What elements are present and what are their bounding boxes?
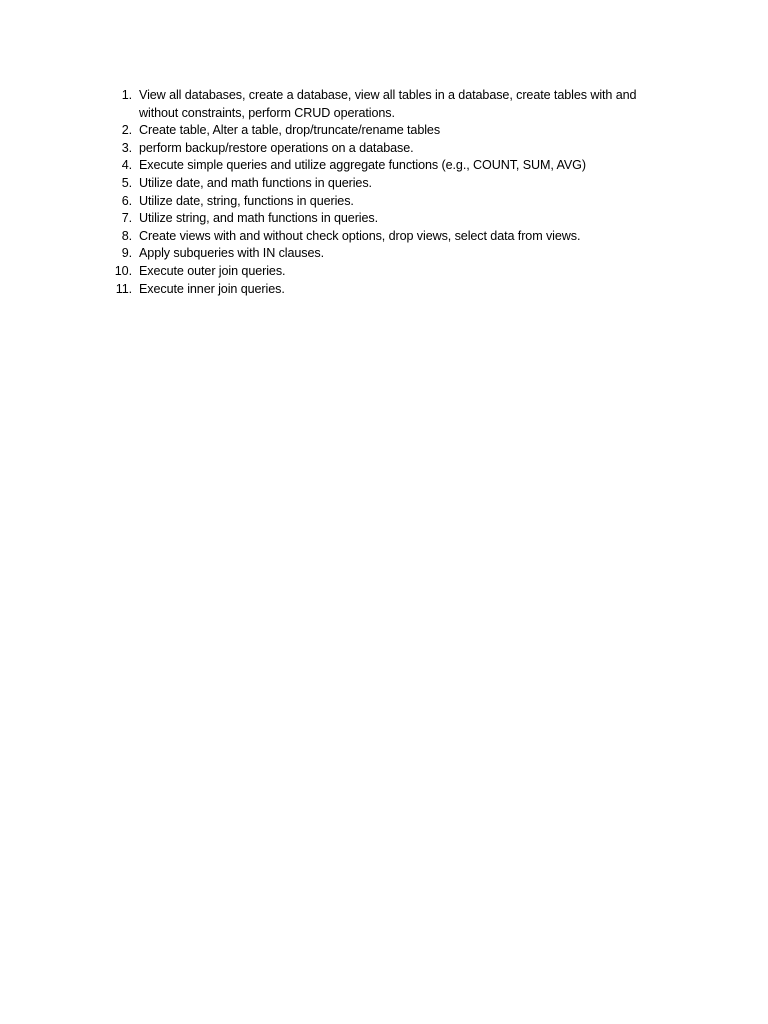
list-item [110, 140, 670, 158]
list-item-number: 4. [121, 158, 132, 173]
list-item-text: Create table, Alter a table, drop/truncate/rename tables [139, 123, 441, 138]
list-item-text: Create views with and without check options, drop views, select data from views. [139, 228, 581, 243]
list-item-text: perform backup/restore operations on a database. [139, 140, 414, 155]
list-item-number: 6. [121, 193, 132, 208]
numbered-list [110, 87, 670, 298]
list-item-number: 11. [115, 281, 132, 296]
list-item-text: View all databases, create a database, view all tables in a database, create tables with and without constraints, perform CRUD operations. [139, 88, 637, 120]
list-item-number: 7. [121, 211, 132, 226]
list-item-number: 3. [121, 140, 132, 155]
list-item-number: 10. [114, 263, 132, 278]
list-item-number: 1. [121, 88, 132, 102]
list-item-text: Utilize date, string, functions in queries. [139, 193, 354, 208]
list-item-number: 9. [121, 246, 132, 261]
list-item-text: Execute simple queries and utilize aggregate functions (e.g., COUNT, SUM, AVG) [139, 158, 586, 173]
list-item-text: Execute inner join queries. [139, 281, 285, 296]
list-item [110, 281, 670, 299]
list-item [110, 193, 670, 211]
list-item [110, 122, 670, 140]
list-item-text: Utilize string, and math functions in queries. [139, 211, 378, 226]
list-item [110, 157, 670, 175]
list-item [110, 263, 670, 281]
list-item-number: 8. [121, 228, 132, 243]
list-item-text: Apply subqueries with IN clauses. [139, 246, 324, 261]
list-item [110, 210, 670, 228]
list-item-text: Utilize date, and math functions in queries. [139, 175, 372, 190]
list-item-text: Execute outer join queries. [139, 263, 286, 278]
list-item [110, 228, 670, 246]
list-item [110, 87, 670, 122]
list-item-number: 5. [121, 175, 132, 190]
list-item [110, 245, 670, 263]
list-item [110, 175, 670, 193]
list-item-number: 2. [121, 123, 132, 138]
